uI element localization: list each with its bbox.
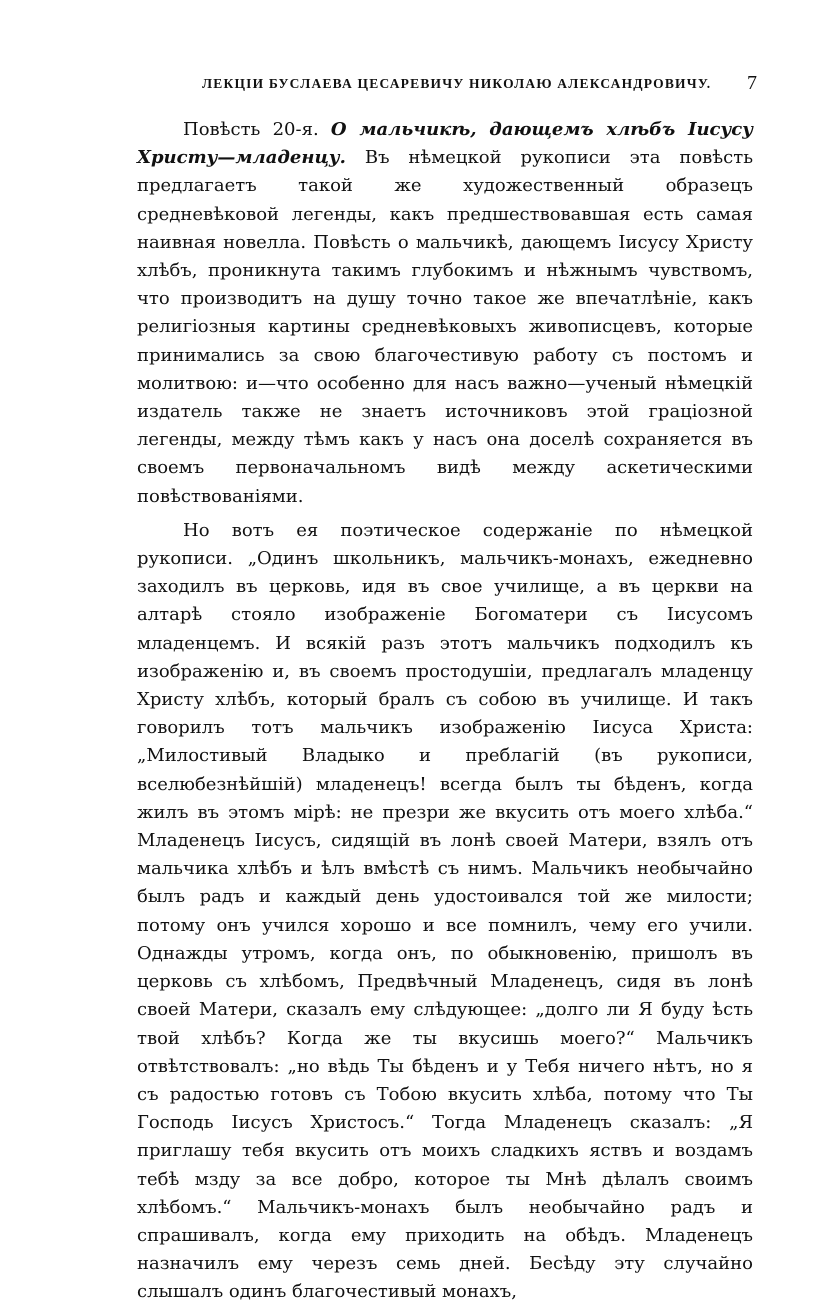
running-title: ЛЕКЦІИ БУСЛАЕВА ЦЕСАРЕВИЧУ НИКОЛАЮ АЛЕКСАНДРОВИЧУ. [202, 76, 712, 91]
story-title: О мальчикѣ, дающемъ хлѣбъ Іисусу Христу—младенцу. [137, 119, 753, 169]
story-number: Повѣсть 20-я. [183, 119, 331, 140]
page-number: 7 [747, 72, 757, 94]
body-text [137, 116, 753, 1307]
paragraph-1-text: Въ нѣмецкой рукописи эта повѣсть предлагаетъ такой же художественный образецъ средневѣковой легенды, какъ предшествовавшая есть самая наивная новелла. Повѣсть о мальчикѣ, дающемъ Іисусу Христу хлѣбъ, проникнута такимъ глубокимъ и нѣжнымъ чувствомъ, что производитъ на душу точно такое же впечатлѣніе, какъ религіозныя картины средневѣковыхъ живописцевъ, которые принимались за свою благочестивую работу съ постомъ и молитвою: и—что особенно для насъ важно—ученый нѣмецкій издатель также не знаетъ источниковъ этой граціозной легенды, между тѣмъ какъ у насъ она доселѣ сохраняется въ своемъ первоначальномъ видѣ между аскетическими повѣствованіями. [137, 147, 753, 507]
paragraph-story-20 [137, 116, 753, 511]
paragraph-content: Но вотъ ея поэтическое содержаніе по нѣмецкой рукописи. „Одинъ школьникъ, мальчикъ-монахъ, ежедневно заходилъ въ церковь, идя въ свое училище, а въ церкви на алтарѣ стояло изображеніе Богоматери съ Іисусомъ младенцемъ. И всякій разъ этотъ мальчикъ подходилъ къ изображенію и, въ своемъ простодушіи, предлагалъ младенцу Христу хлѣбъ, который бралъ съ собою въ училище. И такъ говорилъ тотъ мальчикъ изображенію Іисуса Христа: „Милостивый Владыко и преблагій (въ рукописи, вселюбезнѣйшій) младенецъ! всегда былъ ты бѣденъ, когда жилъ въ этомъ мірѣ: не презри же вкусить отъ моего хлѣба.“ Младенецъ Іисусъ, сидящій въ лонѣ своей Матери, взялъ отъ мальчика хлѣбъ и ѣлъ вмѣстѣ съ нимъ. Мальчикъ необычайно былъ радъ и каждый день удостоивался той же милости; потому онъ учился хорошо и все помнилъ, чему его учили. Однажды утромъ, когда онъ, по обыкновенію, пришолъ въ церковь съ хлѣбомъ, Предвѣчный Младенецъ, сидя въ лонѣ своей Матери, сказалъ ему слѣдующее: „долго ли Я буду ѣсть твой хлѣбъ? Когда же ты вкусишь моего?“ Мальчикъ отвѣтствовалъ: „но вѣдь Ты бѣденъ и у Тебя ничего нѣтъ, но я съ радостью готовъ съ Тобою вкусить хлѣба, потому что Ты Господь Іисусъ Христосъ.“ Тогда Младенецъ сказалъ: „Я приглашу тебя вкусить отъ моихъ сладкихъ яствъ и воздамъ тебѣ мзду за все добро, которое ты Мнѣ дѣлалъ своимъ хлѣбомъ.“ Мальчикъ-монахъ былъ необычайно радъ и спрашивалъ, когда ему приходить на обѣдъ. Младенецъ назначилъ ему черезъ семь дней. Бесѣду эту случайно слышалъ одинъ благочестивый монахъ, [137, 519, 753, 1303]
